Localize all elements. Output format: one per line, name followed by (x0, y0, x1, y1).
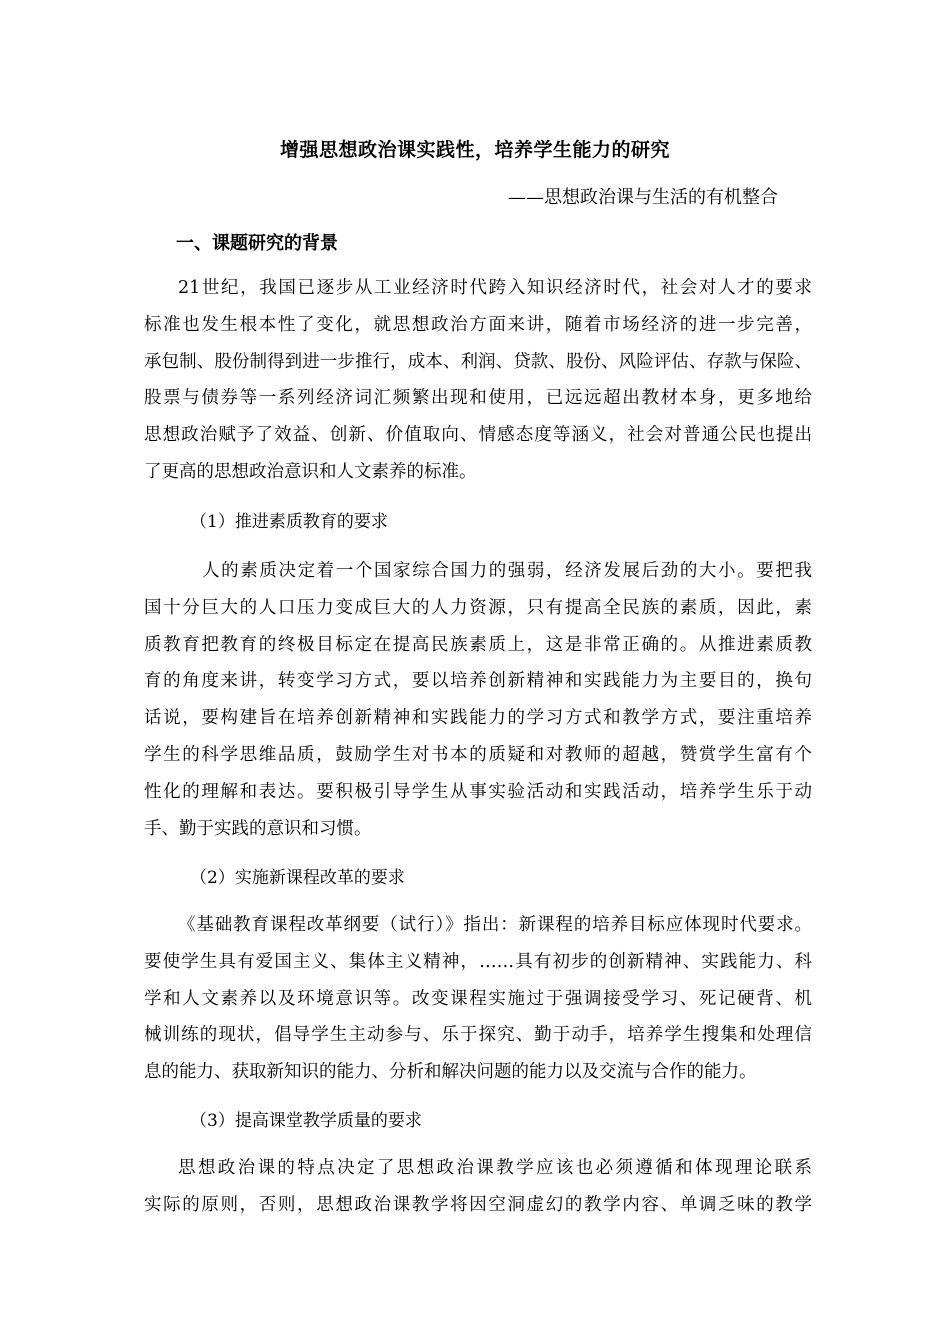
document-subtitle: ——思想政治课与生活的有机整合 (508, 187, 778, 208)
paragraph-line: 股票与债券等一系列经济词汇频繁出现和使用，已远远超出教材本身，更多地给 (144, 388, 812, 409)
paragraph-line: 实际的原则，否则，思想政治课教学将因空洞虚幻的教学内容、单调乏味的教学 (144, 1194, 812, 1215)
sub-heading-2: （2）实施新课程改革的要求 (190, 868, 405, 888)
paragraph-line: 了更高的思想政治意识和人文素养的标准。 (144, 461, 477, 482)
paragraph-3 (144, 1150, 812, 1224)
paragraph-line: 人的素质决定着一个国家综合国力的强弱，经济发展后劲的大小。要把我 (202, 561, 812, 581)
document-title: 增强思想政治课实践性，培养学生能力的研究 (279, 139, 670, 161)
paragraph-line: 21世纪，我国已逐步从工业经济时代跨入知识经济时代，社会对人才的要求 (178, 278, 812, 298)
paragraph-line: 学和人文素养以及环境意识等。改变课程实施过于强调接受学习、死记硬背、机 (144, 988, 812, 1009)
paragraph-line: 思想政治课的特点决定了思想政治课教学应该也必须遵循和体现理论联系 (178, 1158, 812, 1178)
section-heading: 一、课题研究的背景 (176, 233, 338, 254)
paragraph-line: 息的能力、获取新知识的能力、分析和解决问题的能力以及交流与合作的能力。 (144, 1062, 757, 1083)
paragraph-line: 标准也发生根本性了变化，就思想政治方面来讲，随着市场经济的进一步完善， (144, 314, 812, 335)
paragraph-line: 育的角度来讲，转变学习方式，要以培养创新精神和实践能力为主要目的，换句 (144, 671, 812, 692)
paragraph-line: 话说，要构建旨在培养创新精神和实践能力的学习方式和教学方式，要注重培养 (144, 708, 812, 729)
sub-heading-3: （3）提高课堂教学质量的要求 (190, 1111, 422, 1131)
sub-heading-1: （1）推进素质教育的要求 (190, 512, 388, 532)
paragraph-1 (144, 553, 812, 847)
paragraph-line: 国十分巨大的人口压力变成巨大的人力资源，只有提高全民族的素质，因此，素 (144, 597, 812, 618)
paragraph-2 (144, 907, 812, 1091)
paragraph-line: 承包制、股份制得到进一步推行，成本、利润、贷款、股份、风险评估、存款与保险、 (144, 351, 812, 372)
paragraph-line: 质教育把教育的终极目标定在提高民族素质上，这是非常正确的。从推进素质教 (144, 634, 812, 655)
paragraph-line: 要使学生具有爱国主义、集体主义精神，……具有初步的创新精神、实践能力、科 (144, 951, 812, 972)
paragraph-intro (144, 270, 812, 491)
paragraph-line: 学生的科学思维品质，鼓励学生对书本的质疑和对教师的超越，赞赏学生富有个 (144, 744, 812, 765)
paragraph-line: 械训练的现状，倡导学生主动参与、乐于探究、勤于动手，培养学生搜集和处理信 (144, 1025, 812, 1046)
paragraph-line: 性化的理解和表达。要积极引导学生从事实验活动和实践活动，培养学生乐于动 (144, 781, 812, 802)
paragraph-line: 《基础教育课程改革纲要（试行）》指出：新课程的培养目标应体现时代要求。 (178, 915, 812, 935)
paragraph-line: 思想政治赋予了效益、创新、价值取向、情感态度等涵义，社会对普通公民也提出 (144, 425, 812, 446)
paragraph-line: 手、勤于实践的意识和习惯。 (144, 818, 372, 839)
